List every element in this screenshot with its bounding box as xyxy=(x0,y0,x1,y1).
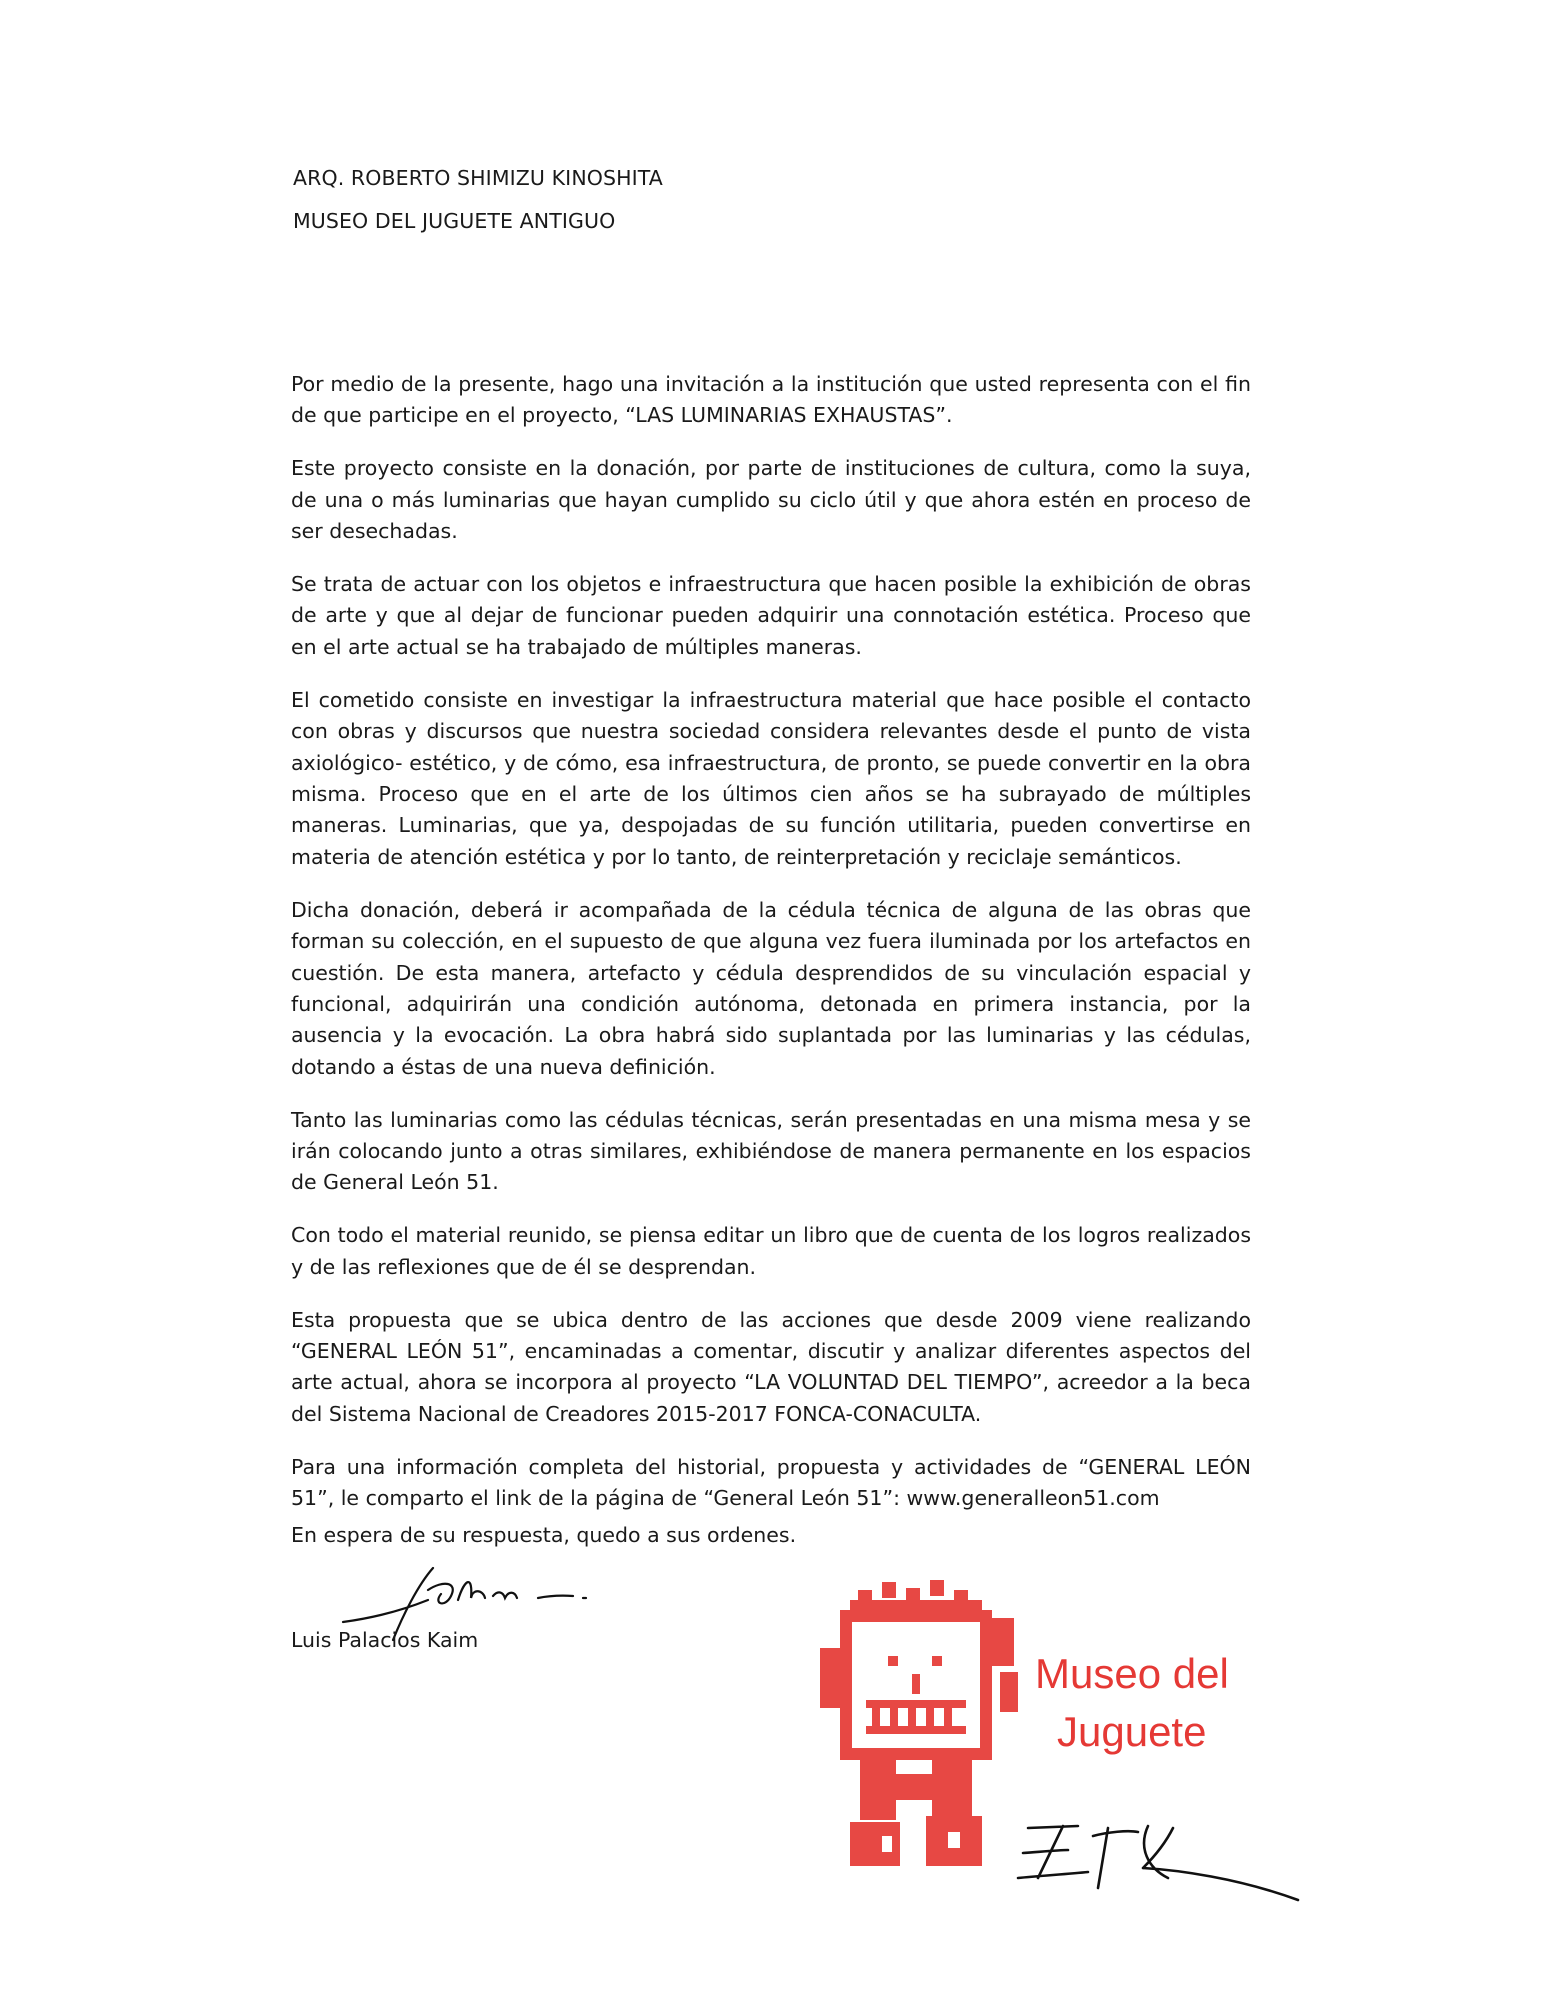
stamp-line-2: Juguete xyxy=(1057,1708,1207,1755)
recipient-block xyxy=(293,166,663,252)
paragraph: Este proyecto consiste en la donación, por parte de instituciones de cultura, como la suya, de una o más luminarias que hayan cumplido su ciclo útil y que ahora estén en proceso de ser desechadas. xyxy=(291,456,1251,544)
paragraph: Tanto las luminarias como las cédulas técnicas, serán presentadas en una misma mesa y se irán colocando junto a otras similares, exhibiéndose de manera permanente en los espacios de General León 51. xyxy=(291,1107,1251,1195)
paragraph: El cometido consiste en investigar la infraestructura material que hace posible el contacto con obras y discursos que nuestra sociedad considera relevantes desde el punto de vista axiológico- estético, y de cómo, esa infraestructura, de pronto, se puede convertir en la obra misma. Proceso que en el arte de los últimos cien años se ha subrayado de múltiples maneras. Luminarias, que ya, despojadas de su función utilitaria, pueden convertirse en materia de atención estética y por lo tanto, de reinterpretación y reciclaje semánticos. xyxy=(291,687,1251,869)
letter-body xyxy=(291,369,1251,1536)
paragraph: Dicha donación, deberá ir acompañada de la cédula técnica de alguna de las obras que forman su colección, en el supuesto de que alguna vez fuera iluminada por los artefactos en cuestión. De esta manera, artefacto y cédula desprendidos de su vinculación espacial y funcional, adquirirán una condición autónoma, detonada en primera instancia, por la ausencia y la evocación. La obra habrá sido suplantada por las luminarias y las cédulas, dotando a éstas de una nueva definición. xyxy=(291,897,1251,1079)
paragraph: Para una información completa del historial, propuesta y actividades de “GENERAL LEÓN 51”, le comparto el link de la página de “General León 51”: www.generalleon51.com xyxy=(291,1454,1251,1511)
stamp-line-1: Museo del xyxy=(1035,1650,1229,1697)
paragraph: Con todo el material reunido, se piensa editar un libro que de cuenta de los logros realizados y de las reflexiones que de él se desprendan. xyxy=(291,1223,1251,1279)
paragraph: Por medio de la presente, hago una invitación a la institución que usted representa con el fin de que participe en el proyecto, “LAS LUMINARIAS EXHAUSTAS”. xyxy=(291,372,1251,428)
signer-name: Luis Palacios Kaim xyxy=(291,1628,479,1652)
stamp-text xyxy=(1035,1645,1229,1761)
recipient-name: ARQ. ROBERTO SHIMIZU KINOSHITA xyxy=(293,166,663,190)
recipient-institution: MUSEO DEL JUGUETE ANTIGUO xyxy=(293,209,616,233)
paragraph: Esta propuesta que se ubica dentro de las acciones que desde 2009 viene realizando “GENERAL LEÓN 51”, encaminadas a comentar, discutir y analizar diferentes aspectos del arte actual, ahora se incorpora al proyecto “LA VOLUNTAD DEL TIEMPO”, acreedor a la beca del Sistema Nacional de Creadores 2015-2017 FONCA-CONACULTA. xyxy=(291,1307,1251,1426)
paragraph: Se trata de actuar con los objetos e infraestructura que hacen posible la exhibición de obras de arte y que al dejar de funcionar pueden adquirir una connotación estética. Proceso que en el arte actual se ha trabajado de múltiples maneras. xyxy=(291,572,1251,659)
closing-line: En espera de su respuesta, quedo a sus ordenes. xyxy=(291,1523,797,1547)
stamp-signature xyxy=(998,1808,1318,1918)
